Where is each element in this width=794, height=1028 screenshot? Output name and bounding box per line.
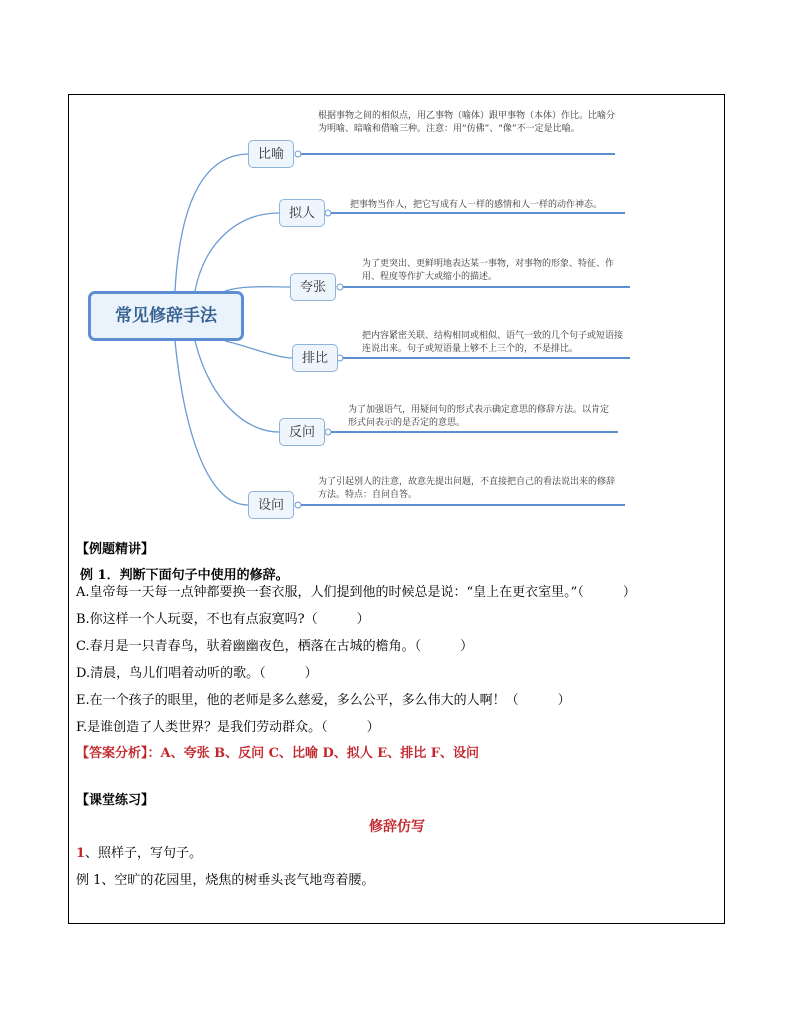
mindmap-desc-rhetorical-question: 为了加强语气，用疑问句的形式表示确定意思的修辞方法。以肯定形式问表示的是否定的意思。 xyxy=(348,405,610,428)
mindmap-desc-personification: 把事物当作人，把它写成有人一样的感情和人一样的动作神态。 xyxy=(350,200,603,210)
mindmap-branch-self-question: 设问 xyxy=(248,491,294,519)
practice-heading: 【课堂练习】 xyxy=(76,793,155,808)
mindmap-central-node: 常见修辞手法 xyxy=(88,291,244,341)
practice-subtitle: 修辞仿写 xyxy=(369,819,425,835)
mindmap-branch-metaphor: 比喻 xyxy=(248,140,294,168)
example-heading: 【例题精讲】 xyxy=(76,542,155,557)
mindmap-desc-hyperbole: 为了更突出、更鲜明地表达某一事物，对事物的形象、特征、作用、程度等作扩大或缩小的描述。 xyxy=(362,259,615,282)
practice-question-1 xyxy=(76,845,202,863)
example-title: 例 1．判断下面句子中使用的修辞。 xyxy=(80,568,289,583)
practice-question-number: 1 xyxy=(76,846,86,861)
mindmap-branch-parallelism: 排比 xyxy=(292,344,338,372)
example-item-e: E.在一个孩子的眼里，他的老师是多么慈爱，多么公平，多么伟大的人啊！（ ） xyxy=(76,693,571,708)
practice-example-line: 例 1、空旷的花园里，烧焦的树垂头丧气地弯着腰。 xyxy=(76,873,375,888)
mindmap-branch-hyperbole: 夸张 xyxy=(290,273,336,301)
mindmap-desc-self-question: 为了引起别人的注意，故意先提出问题，不直接把自己的看法说出来的修辞方法。特点：自问自答。 xyxy=(318,477,616,500)
example-item-f: F.是谁创造了人类世界？是我们劳动群众。（ ） xyxy=(76,720,380,735)
example-item-b: B.你这样一个人玩耍，不也有点寂寞吗?（ ） xyxy=(76,612,370,627)
practice-question-text: 、照样子，写句子。 xyxy=(85,846,203,861)
mindmap-desc-parallelism: 把内容紧密关联、结构相同或相似、语气一致的几个句子或短语接连说出来。句子或短语量上够不上三个的，不是排比。 xyxy=(362,331,624,354)
example-item-a: A.皇帝每一天每一点钟都要换一套衣服，人们提到他的时候总是说：“皇上在更衣室里。”（ ） xyxy=(76,585,636,600)
example-item-c: C.春月是一只青春鸟，驮着幽幽夜色，栖落在古城的檐角。（ ） xyxy=(76,639,474,654)
example-answer: 【答案分析】：A、夸张 B、反问 C、比喻 D、拟人 E、排比 F、设问 xyxy=(76,746,479,761)
example-item-d: D.清晨，鸟儿们唱着动听的歌。（ ） xyxy=(76,666,318,681)
mindmap-branch-personification: 拟人 xyxy=(279,199,325,227)
mindmap-branch-rhetorical-question: 反问 xyxy=(279,418,325,446)
mindmap-desc-metaphor: 根据事物之间的相似点，用乙事物（喻体）跟甲事物（本体）作比。比喻分为明喻、暗喻和借喻三种。注意：用“仿佛”、“像”不一定是比喻。 xyxy=(318,111,616,134)
